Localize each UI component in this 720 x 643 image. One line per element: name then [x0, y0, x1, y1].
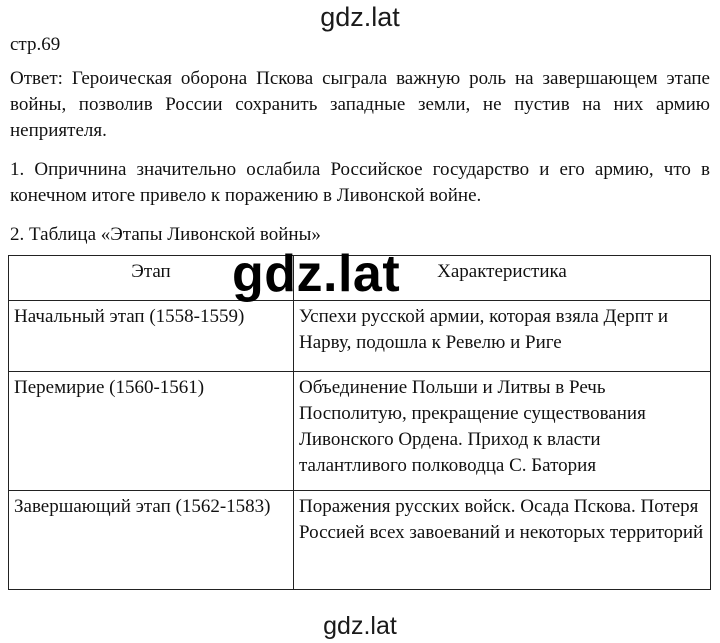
list-item-1: 1. Опричнина значительно ослабила Российское государство и его армию, что в конечном итоге привело к поражению в Ливонской войне. — [10, 159, 710, 206]
characteristic-cell: Поражения русских войск. Осада Пскова. Потеря Россией всех завоеваний и некоторых территорий — [294, 491, 711, 590]
page-reference: стр.69 — [10, 34, 61, 55]
table-row — [9, 372, 711, 491]
livonian-war-stages-table — [8, 255, 711, 590]
stage-cell: Начальный этап (1558-1559) — [9, 301, 294, 372]
characteristic-cell: Успехи русской армии, которая взяла Дерпт и Нарву, подошла к Ревелю и Риге — [294, 301, 711, 372]
watermark-middle: gdz.lat — [232, 245, 401, 303]
header-characteristic: Характеристика — [294, 256, 711, 301]
stage-cell: Перемирие (1560-1561) — [9, 372, 294, 491]
watermark-bottom: gdz.lat — [323, 612, 397, 640]
table-row — [9, 491, 711, 590]
answer-paragraph: Ответ: Героическая оборона Пскова сыграла важную роль на завершающем этапе войны, позволив России сохранить западные земли, не пустив на них армию неприятеля. — [10, 68, 710, 141]
table-row — [9, 301, 711, 372]
list-item-2-table-caption: 2. Таблица «Этапы Ливонской войны» — [10, 224, 321, 245]
watermark-top: gdz.lat — [320, 2, 400, 32]
header-stage: Этап — [9, 256, 294, 301]
characteristic-cell: Объединение Польши и Литвы в Речь Посполитую, прекращение существования Ливонского Ордена. Приход к власти талантливого полководца С. Батория — [294, 372, 711, 491]
stage-cell: Завершающий этап (1562-1583) — [9, 491, 294, 590]
